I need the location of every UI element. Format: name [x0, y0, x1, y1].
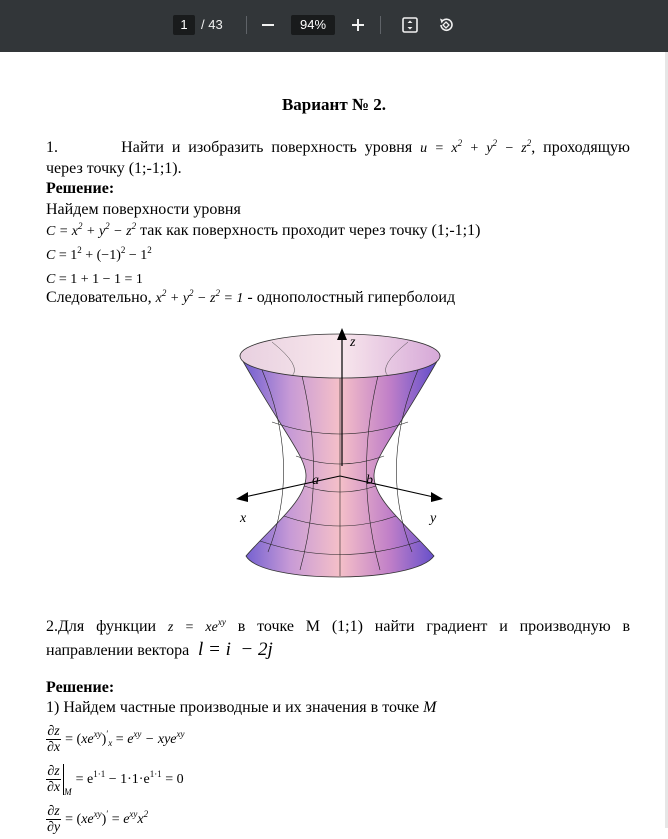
zoom-in-button[interactable] — [345, 12, 371, 38]
partial-y-formula: $\frac{\partial z}{\partial y}$ = $(xe^{xy})' = e^{xy}x^2$ — [47, 803, 149, 835]
partials-intro: 1) Найдем частные производные и их значения в точке M — [46, 699, 437, 716]
pdf-toolbar — [0, 0, 668, 52]
problem-2-line-2: направлении вектора l = i − 2j — [46, 639, 273, 660]
rotate-button[interactable] — [433, 12, 459, 38]
partial-x-value: $\frac{\partial z}{\partial x}$ $_M = e^{1\cdot 1} - 1\cdot 1\cdot e^{1\cdot 1} = 0$ — [47, 763, 184, 797]
hyperboloid-figure — [232, 326, 444, 594]
axis-label-x: x — [240, 511, 247, 526]
rotate-icon — [437, 16, 455, 34]
find-level-surfaces: Найдем поверхности уровня — [46, 201, 241, 218]
minus-icon — [261, 18, 275, 32]
solution-heading-2: Решение: — [46, 679, 115, 696]
point-label-b: b — [366, 473, 373, 488]
plus-icon — [351, 18, 365, 32]
axis-label-y: y — [430, 511, 437, 526]
zoom-input[interactable]: 94% — [291, 15, 335, 35]
problem-1-line-2: через точку (1;-1;1). — [46, 160, 182, 177]
page-number-input[interactable]: 1 — [173, 15, 195, 35]
axis-label-z: z — [350, 335, 356, 350]
page-title: Вариант № 2. — [281, 95, 387, 114]
formula-c-result: C = 1 + 1 − 1 = 1 — [46, 272, 143, 287]
partial-x-formula: $\frac{\partial z}{\partial x}$ = $(xe^{xy})'_x = e^{xy} - xye^{xy}$ — [47, 723, 185, 755]
point-label-a: a — [312, 473, 319, 488]
problem-1-line-1: 1. Найти и изобразить поверхность уровня $u = x^2 + y^2 - z^2$, проходящую — [46, 138, 630, 156]
toolbar-divider — [380, 16, 381, 34]
formula-c-substitution: $C = 1^2 + (-1)^2 - 1^2$ — [46, 245, 152, 263]
zoom-out-button[interactable] — [255, 12, 281, 38]
fit-page-icon — [401, 16, 419, 34]
therefore-line: Следовательно, $x^2 + y^2 - z^2 = 1$ - однополостный гиперболоид — [46, 288, 456, 306]
page-total: / 43 — [201, 17, 223, 32]
fit-page-button[interactable] — [397, 12, 423, 38]
solution-heading-1: Решение: — [46, 180, 115, 197]
toolbar-divider — [246, 16, 247, 34]
formula-c-line: $C = x^2 + y^2 - z^2$ так как поверхность проходит через точку (1;-1;1) — [46, 221, 481, 239]
problem-2-line-1: 2.Для функции $z = xe^{xy}$ в точке M (1;1) найти градиент и производную в — [46, 617, 631, 635]
